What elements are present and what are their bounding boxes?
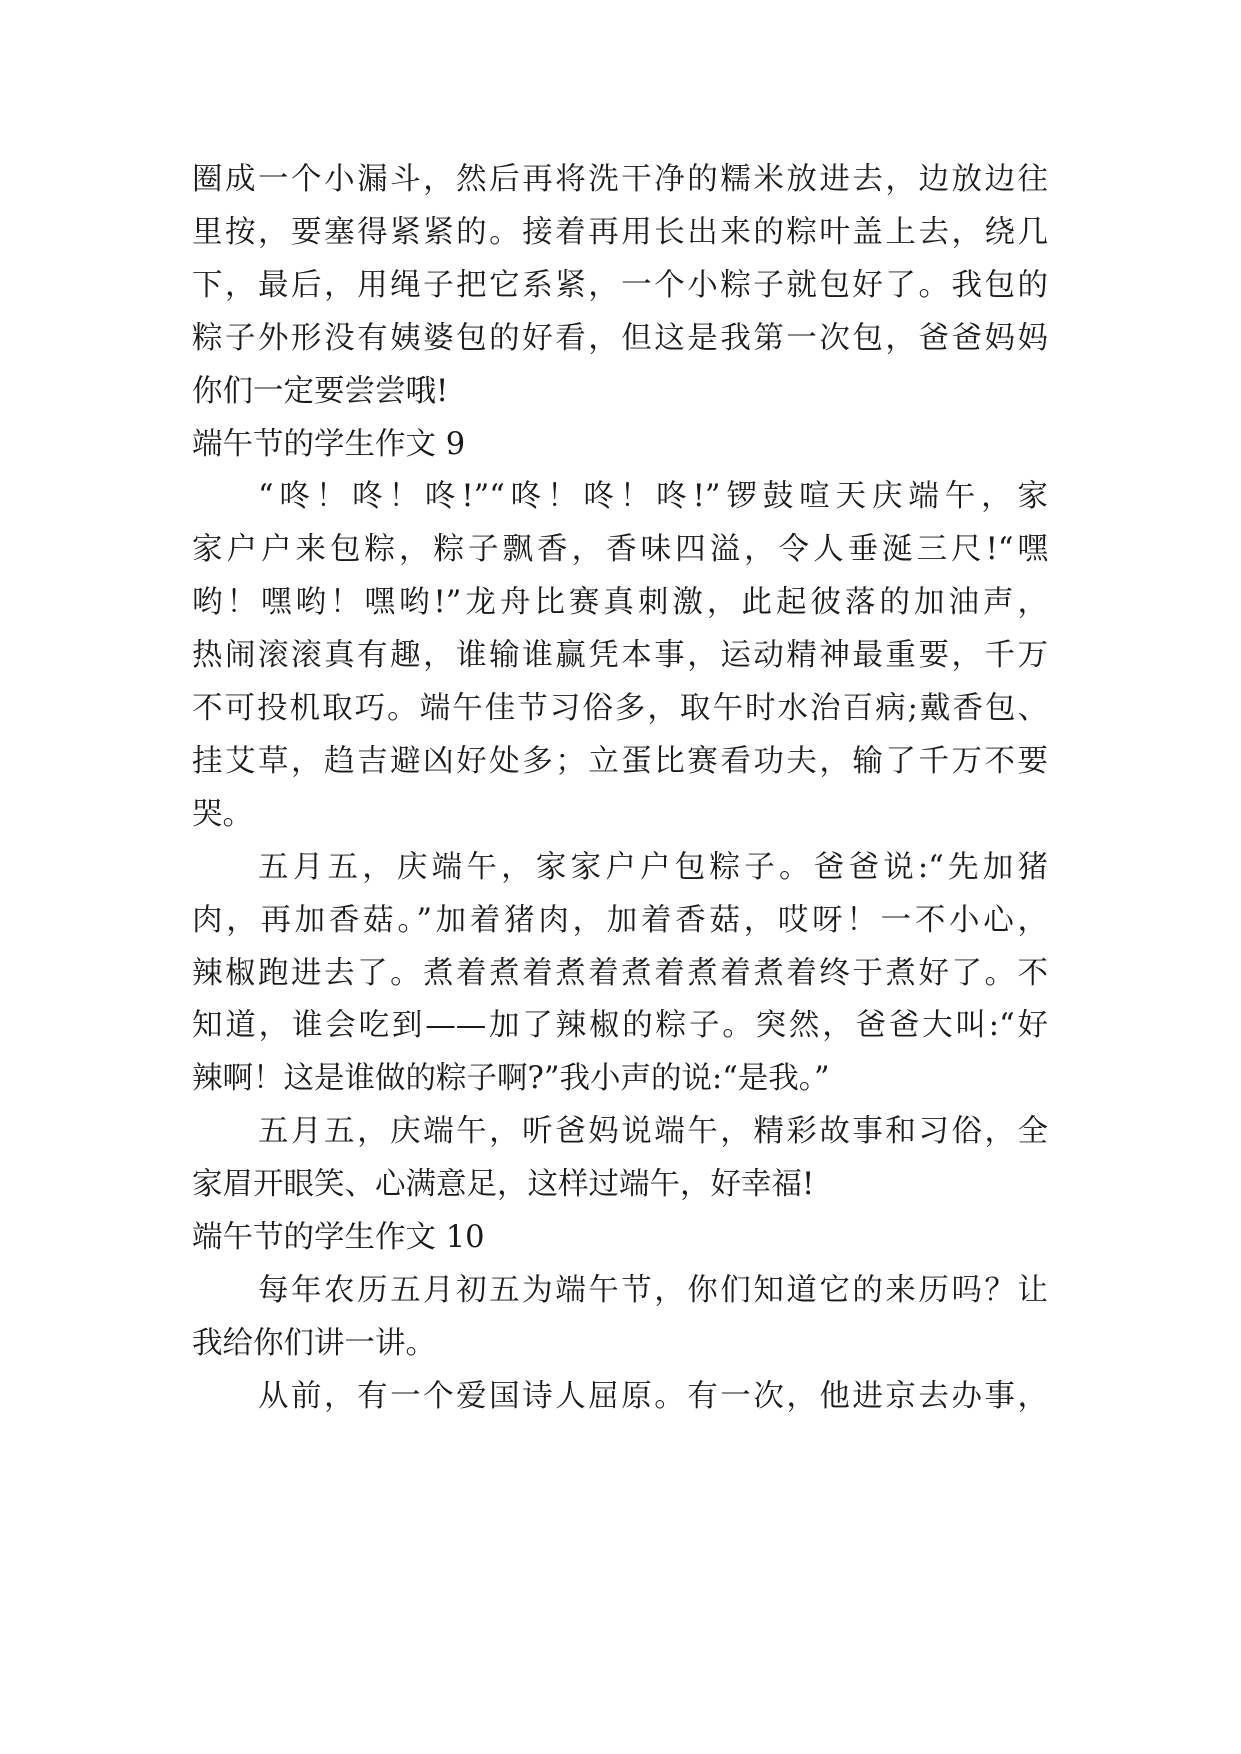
text-line: 里按，要塞得紧紧的。接着再用长出来的粽叶盖上去，绕几 <box>192 214 1048 250</box>
text-line: 圈成一个小漏斗，然后再将洗干净的糯米放进去，边放边往 <box>192 162 1048 197</box>
text-line: 五月五，庆端午，家家户户包粽子。爸爸说:“先加猪 <box>258 849 1048 885</box>
section-heading: 端午节的学生作文 9 <box>192 426 466 462</box>
text-line: 哟！嘿哟！嘿哟!”龙舟比赛真刺激，此起彼落的加油声， <box>192 585 1048 621</box>
text-line: 挂艾草，趋吉避凶好处多；立蛋比赛看功夫，输了千万不要 <box>192 743 1048 779</box>
section-heading: 端午节的学生作文 10 <box>192 1220 485 1255</box>
text-line: 我给你们讲一讲。 <box>192 1325 436 1361</box>
text-line: 家眉开眼笑、心满意足，这样过端午，好幸福! <box>192 1167 815 1203</box>
text-line: 辣椒跑进去了。煮着煮着煮着煮着煮着煮着终于煮好了。不 <box>192 955 1048 991</box>
text-line: 知道，谁会吃到——加了辣椒的粽子。突然，爸爸大叫:“好 <box>192 1008 1048 1044</box>
text-line: 辣啊！这是谁做的粽子啊?”我小声的说:“是我。” <box>192 1061 830 1097</box>
text-line: 五月五，庆端午，听爸妈说端午，精彩故事和习俗，全 <box>258 1114 1048 1150</box>
text-line: 粽子外形没有姨婆包的好看，但这是我第一次包，爸爸妈妈 <box>192 320 1048 356</box>
text-line: 热闹滚滚真有趣，谁输谁赢凭本事，运动精神最重要，千万 <box>192 638 1048 674</box>
text-line: “咚！咚！咚!”“咚！咚！咚!”锣鼓喧天庆端午，家 <box>258 479 1048 515</box>
text-line: 哭。 <box>192 796 253 832</box>
text-line: 家户户来包粽，粽子飘香，香味四溢，令人垂涎三尺!“嘿 <box>192 532 1048 568</box>
text-line: 下，最后，用绳子把它系紧，一个小粽子就包好了。我包的 <box>192 267 1048 303</box>
text-line: 不可投机取巧。端午佳节习俗多，取午时水治百病;戴香包、 <box>192 691 1048 726</box>
text-line: 每年农历五月初五为端午节，你们知道它的来历吗？让 <box>258 1272 1048 1308</box>
text-line: 从前，有一个爱国诗人屈原。有一次，他进京去办事， <box>258 1378 1048 1414</box>
text-line: 你们一定要尝尝哦! <box>192 373 449 409</box>
text-line: 肉，再加香菇。”加着猪肉，加着香菇，哎呀！一不小心， <box>192 902 1048 938</box>
